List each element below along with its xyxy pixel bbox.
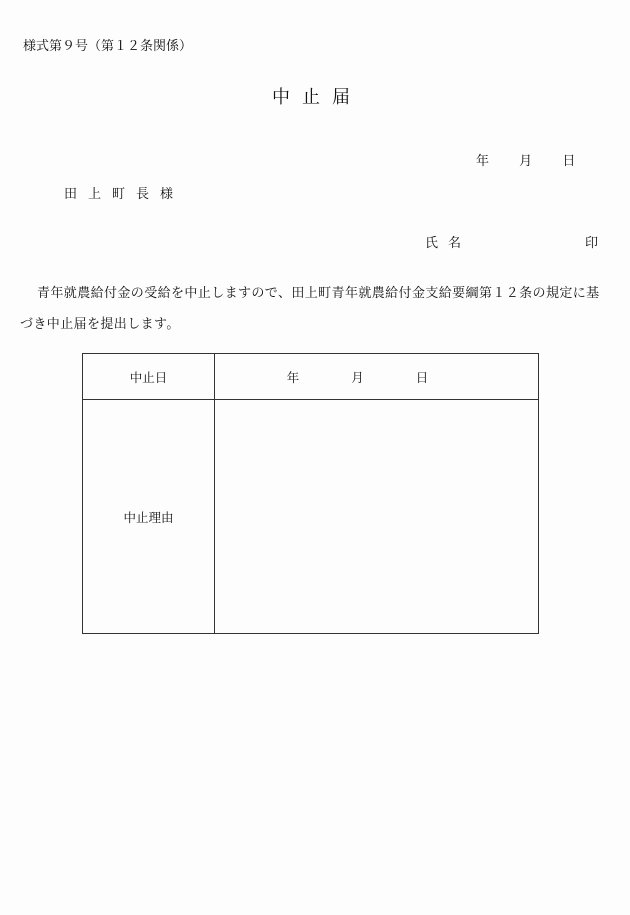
submission-date [476,150,575,169]
stop-reason-field[interactable] [215,400,539,634]
table-row-stop-date [83,354,539,400]
form-table [82,353,539,634]
page-title: 中止届 [272,87,362,108]
date-month-label: 月 [519,154,533,169]
addressee: 田上町長様 [64,187,185,202]
body-text: 青年就農給付金の受給を中止しますので、田上町青年就農給付金支給要綱第１２条の規定に基づき中止届を提出します。 [20,286,600,332]
applicant-name-label: 氏名 [425,236,472,251]
stop-reason-label: 中止理由 [83,400,215,634]
seal-mark: 印 [585,236,599,251]
form-number: 様式第９号（第１２条関係） [23,39,193,54]
stop-date-year-label: 年 [286,369,300,385]
date-day-label: 日 [562,154,576,169]
stop-date-day-label: 日 [415,369,429,385]
stop-date-label: 中止日 [83,354,215,400]
table-row-stop-reason [83,400,539,634]
stop-date-field[interactable] [215,354,539,400]
stop-date-month-label: 月 [351,369,364,385]
date-year-label: 年 [476,154,490,169]
